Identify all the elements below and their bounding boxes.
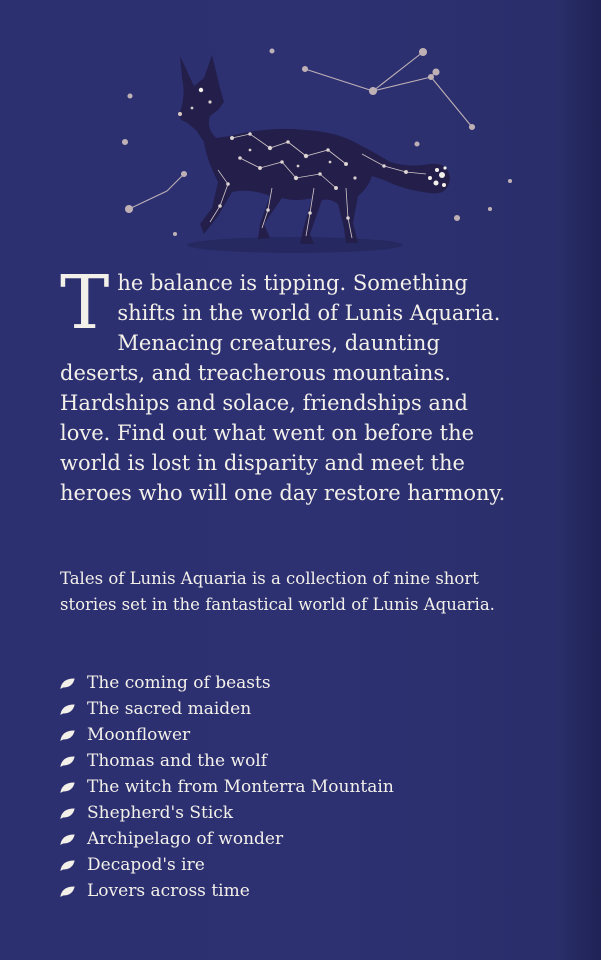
fox-silhouette: [178, 55, 450, 244]
list-item: [60, 774, 394, 800]
leaf-bullet-icon: [60, 833, 76, 845]
book-blurb: [60, 260, 520, 508]
list-item: [60, 852, 394, 878]
leaf-bullet-icon: [60, 703, 76, 715]
leaf-bullet-icon: [60, 807, 76, 819]
list-item: [60, 722, 394, 748]
leaf-bullet-icon: [60, 755, 76, 767]
leaf-bullet-icon: [60, 729, 76, 741]
story-title: The coming of beasts: [87, 673, 271, 693]
list-item: [60, 826, 394, 852]
story-title: The witch from Monterra Mountain: [87, 777, 394, 797]
leaf-bullet-icon: [60, 677, 76, 689]
list-item: [60, 696, 394, 722]
story-title: Lovers across time: [87, 881, 250, 901]
story-title: Archipelago of wonder: [87, 829, 284, 849]
list-item: [60, 670, 394, 696]
collection-intro: Tales of Lunis Aquaria is a collection of nine short stories set in the fantastical world of Lunis Aquaria.: [60, 569, 495, 614]
list-item: [60, 878, 394, 904]
leaf-bullet-icon: [60, 859, 76, 871]
blurb-text: he balance is tipping. Something shifts in the world of Lunis Aquaria. Menacing creatures, daunting deserts, and treacherous mountains. Hardships and solace, friendships and love. Find out what went on before the world is lost in disparity and meet the heroes who will one day restore harmony.: [60, 271, 506, 505]
leaf-bullet-icon: [60, 781, 76, 793]
leaf-bullet-icon: [60, 885, 76, 897]
story-title: Decapod's ire: [87, 855, 205, 875]
list-item: [60, 800, 394, 826]
story-title: The sacred maiden: [87, 699, 252, 719]
story-title: Thomas and the wolf: [87, 751, 268, 771]
fox-nose: [178, 112, 182, 116]
fox-eye: [199, 88, 203, 92]
constellation-lines-left: [123, 94, 187, 236]
cover-edge-shadow: [561, 0, 601, 960]
list-item: [60, 748, 394, 774]
story-title: Shepherd's Stick: [87, 803, 234, 823]
story-title: Moonflower: [87, 725, 191, 745]
constellation-fox-illustration: [100, 38, 530, 263]
story-list: [60, 670, 394, 904]
drop-cap: T: [60, 260, 110, 346]
